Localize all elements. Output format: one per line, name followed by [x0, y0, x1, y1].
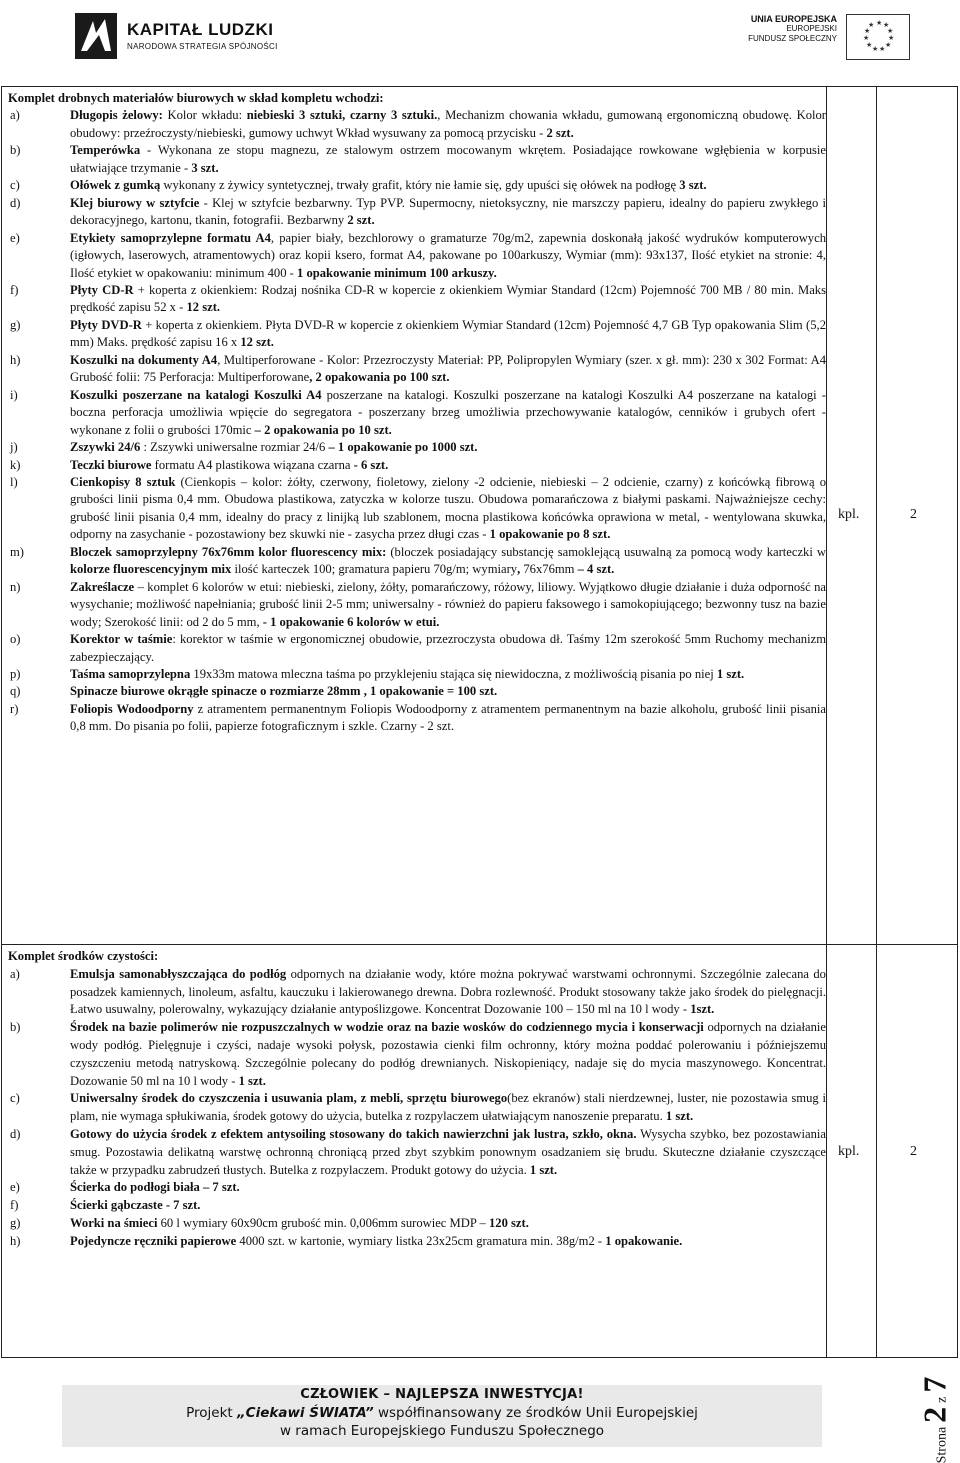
list-item	[8, 1215, 826, 1233]
item-text: Cienkopisy 8 sztuk (Cienkopis – kolor: żółty, czerwony, fioletowy, zielony -2 odcienie, niebieski – 2 odcienie, czarny) z końcówką fibrową o grubości linii pisma 0,4 mm. Obudowa plastikowa, zatyczka w kolorze tuszu. Obudowa pomarańczowa z białymi paskami. Najważniejsze cechy: grubość linii pisania 0,4 mm, idealny do pracy z linijką lub szablonem, mocna plastikowa końcówka oprawiona w metal, - wentylowana skuwka, odporny na zasychanie - pozostawiony bez skuwki nie - zasycha przez długi czas - 1 opakowanie po 8 szt.	[70, 474, 827, 542]
list-item	[8, 683, 826, 700]
item-text: Ścierki gąbczaste - 7 szt.	[70, 1198, 201, 1213]
column-divider	[826, 87, 827, 1357]
page-header	[0, 0, 960, 75]
item-text: Worki na śmieci 60 l wymiary 60x90cm grubość min. 0,006mm surowiec MDP – 120 szt.	[70, 1215, 529, 1230]
footer-project-suffix: współfinansowany ze środków Unii Europejskiej	[373, 1405, 698, 1421]
footer-project-line	[62, 1405, 822, 1421]
list-item	[8, 544, 826, 579]
svg-text:★: ★	[863, 34, 870, 42]
item-label: c)	[10, 1091, 20, 1106]
kapital-ludzki-logo	[75, 8, 290, 63]
section-title: Komplet drobnych materiałów biurowych w skład kompletu wchodzi:	[8, 91, 384, 105]
list-item	[8, 1019, 826, 1090]
item-label: c)	[10, 178, 20, 193]
eu-title: UNIA EUROPEJSKA	[750, 14, 837, 24]
item-label: g)	[10, 317, 21, 332]
item-label: n)	[10, 579, 21, 594]
item-label: g)	[10, 1215, 21, 1230]
item-text: Emulsja samonabłyszczająca do podłóg odpornych na działanie wody, które można pokrywać warstwami ochronnymi. Szczególnie zalecana do posadzek kamiennych, linoleum, asfaltu, kauczuku i lakierowanego drewna. Dobra rozlewność. Produkt stosowany także jako środek do pielęgnacji. Łatwo usuwalny, polerowalny, wykazujący działanie antypoślizgowe. Koncentrat Dozowanie 100 – 150 ml na 10 l wody - 1szt.	[70, 966, 826, 1017]
eu-logo	[742, 14, 942, 64]
eu-flag-icon	[846, 14, 910, 60]
item-label: a)	[10, 966, 20, 981]
item-label: a)	[10, 108, 20, 123]
item-label: j)	[10, 440, 18, 455]
list-item	[8, 1090, 826, 1126]
item-label: b)	[10, 1020, 21, 1035]
item-text: Płyty DVD-R + koperta z okienkiem. Płyta DVD-R w kopercie z okienkiem Wymiar Standard (12cm) Pojemność 4,7 GB Typ opakowania Slim (5,2 mm) Maks. prędkość zapisu 16 x 12 szt.	[70, 317, 826, 350]
list-item	[8, 230, 826, 282]
footer-slogan: CZŁOWIEK – NAJLEPSZA INWESTYCJA!	[300, 1387, 584, 1402]
item-text: Gotowy do użycia środek z efektem antysoiling stosowany do takich nawierzchni jak lustra, szkło, okna. Wysycha szybko, bez pozostawiania smug. Pozostawia delikatną warstwę ochronną chroniącą przed zbyt szybkim ponownym osadzaniem się brudu. Skuteczne działanie czyszczące także w przypadku zabrudzeń tłustych. Butelka z rozpylaczem. Produkt gotowy do użycia. 1 szt.	[70, 1126, 826, 1177]
item-text: Zszywki 24/6 : Zszywki uniwersalne rozmiar 24/6 – 1 opakowanie po 1000 szt.	[70, 440, 478, 455]
list-item	[8, 352, 826, 387]
svg-text:★: ★	[864, 27, 871, 35]
eu-subtitle-1: EUROPEJSKI	[786, 24, 837, 33]
svg-text:★: ★	[872, 45, 879, 53]
svg-text:★: ★	[868, 21, 875, 29]
item-text: Zakreślacze – komplet 6 kolorów w etui: niebieski, zielony, żółty, pomarańczowy, różowy, liliowy. Wyjątkowo długie działanie i duża odporność na wysychanie; możliwość napełniania; grubość linii 2-5 mm; uniwersalny - również do papieru faksowego i samokopiującego; bezwonny tusz na bazie wody; Szerokość linii: od 2 do 5 mm, - 1 opakowanie 6 kolorów w etui.	[70, 579, 826, 629]
section-office-supplies	[8, 90, 826, 736]
list-item	[8, 579, 826, 631]
item-text: Klej biurowy w sztyfcie - Klej w sztyfcie bezbarwny. Typ PVP. Supermocny, nietoksyczny, nie marszczy papieru, idealny do papieru zwykłego i dekoracyjnego, kartonu, tkanin, fotografii. Bezbarwny 2 szt.	[70, 195, 827, 228]
item-text: Bloczek samoprzylepny 76x76mm kolor fluorescency mix: (bloczek posiadający substancję samoklejącą usuwalną za pomocą wody karteczki w kolorze fluorescencyjnym mix ilość karteczek 100; gramatura papieru 70g/m; wymiary, 76x76mm – 4 szt.	[70, 544, 826, 577]
list-item	[8, 666, 826, 683]
quantity-cell: 2	[910, 507, 917, 522]
specification-table	[1, 86, 958, 1358]
footer-project-title: „Ciekawi ŚWIATA”	[236, 1405, 374, 1421]
list-item	[8, 966, 826, 1019]
list-item	[8, 195, 826, 230]
list-item	[8, 439, 826, 456]
column-divider	[876, 87, 877, 1357]
item-text: Taśma samoprzylepna 19x33m matowa mleczna taśma po przyklejeniu stająca się niewidoczna, z możliwością pisania po niej 1 szt.	[70, 666, 745, 681]
page-label: Strona	[934, 1426, 950, 1463]
list-item	[8, 107, 826, 142]
section-title: Komplet środków czystości:	[8, 949, 159, 963]
svg-text:★: ★	[888, 34, 895, 42]
item-text: Koszulki poszerzane na katalogi Koszulki A4 poszerzane na katalogi. Koszulki poszerzane na katalogi Koszulki A4 poszerzane na katalogi - boczna perforacja umożliwia wpięcie do segregatora - poszerzany brzeg umożliwia przechowywanie katalogów, cenników i grubych ofert - wykonane z folii o grubości 170mic – 2 opakowania po 10 szt.	[70, 387, 826, 437]
list-item	[8, 457, 826, 474]
item-label: e)	[10, 230, 20, 245]
item-text: Uniwersalny środek do czyszczenia i usuwania plam, z mebli, sprzętu biurowego(bez ekranów) stali nierdzewnej, luster, nie pozostawia smug i plam, nie wymaga spłukiwania, środek gotowy do użycia, butelka z rozpylaczem ułatwiającym nanoszenie preparatu. 1 szt.	[70, 1091, 826, 1124]
eu-subtitle-2: FUNDUSZ SPOŁECZNY	[748, 34, 837, 43]
list-item	[8, 1197, 826, 1215]
item-label: f)	[10, 282, 19, 297]
item-label: k)	[10, 457, 21, 472]
section-cleaning-supplies	[8, 948, 826, 1251]
svg-text:★: ★	[876, 19, 883, 27]
item-text: Foliopis Wodoodporny z atramentem permanentnym Foliopis Wodoodporny z atramentem permanentnym na bazie alkoholu, grubość linii pisania 0,8 mm. Do pisania po folii, papierze fotograficznym i szkle. Czarny - 2 szt.	[70, 701, 826, 734]
item-text: Ścierka do podłogi biała – 7 szt.	[70, 1180, 240, 1195]
page-number	[915, 1376, 955, 1463]
item-label: b)	[10, 143, 21, 158]
logo-left-title: KAPITAŁ LUDZKI	[127, 20, 274, 39]
item-text: Ołówek z gumką wykonany z żywicy syntetycznej, trwały grafit, który nie łamie się, gdy upuści się ołówek na podłogę 3 szt.	[70, 178, 707, 193]
item-label: h)	[10, 1233, 21, 1248]
svg-text:★: ★	[885, 41, 892, 49]
list-item	[8, 701, 826, 736]
logo-emblem-icon	[75, 13, 117, 59]
item-label: e)	[10, 1180, 20, 1195]
footer-project-prefix: Projekt	[186, 1405, 237, 1421]
list-item	[8, 387, 826, 439]
list-item	[8, 1179, 826, 1197]
unit-cell: kpl.	[838, 1144, 860, 1159]
unit-cell: kpl.	[838, 507, 860, 522]
svg-text:★: ★	[866, 41, 873, 49]
page-total: 7	[916, 1376, 953, 1393]
item-text: Środek na bazie polimerów nie rozpuszczalnych w wodzie oraz na bazie wosków do codziennego mycia i konserwacji odpornych na działanie wody podłóg. Pielęgnuje i czyści, nadaje wysoki połysk, pozostawia cienki film ochronny, który można poddać polerowaniu i późniejszemu czyszczeniu metodą natryskową. Szczególnie polecany do podłóg drewnianych. Niskopieniący, nadaje się do mycia maszynowego. Koncentrat. Dozowanie 50 ml na 10 l wody - 1 szt.	[70, 1020, 826, 1088]
quantity-cell: 2	[910, 1144, 917, 1159]
list-item	[8, 282, 826, 317]
logo-left-subtitle: NARODOWA STRATEGIA SPÓJNOŚCI	[127, 42, 278, 51]
item-label: p)	[10, 666, 21, 681]
item-label: r)	[10, 701, 19, 716]
item-label: o)	[10, 632, 21, 647]
svg-text:★: ★	[879, 45, 886, 53]
item-label: i)	[10, 387, 18, 402]
item-label: d)	[10, 195, 21, 210]
item-label: d)	[10, 1126, 21, 1141]
page-footer	[62, 1385, 822, 1447]
item-label: m)	[10, 544, 24, 559]
list-item	[8, 177, 826, 194]
svg-text:★: ★	[883, 21, 890, 29]
item-text: Spinacze biurowe okrągłe spinacze o rozmiarze 28mm , 1 opakowanie = 100 szt.	[70, 684, 498, 699]
footer-fund-line: w ramach Europejskiego Funduszu Społecznego	[279, 1423, 605, 1439]
list-item	[8, 1126, 826, 1179]
item-text: Pojedyncze ręczniki papierowe 4000 szt. w kartonie, wymiary listka 23x25cm gramatura min. 38g/m2 - 1 opakowanie.	[70, 1233, 683, 1248]
list-item	[8, 317, 826, 352]
list-item	[8, 1233, 826, 1251]
list-item	[8, 474, 826, 544]
item-text: Koszulki na dokumenty A4, Multiperforowane - Kolor: Przezroczysty Materiał: PP, Polipropylen Wymiary (szer. x gł. mm): 230 x 302 Format: A4 Grubość folii: 75 Perforacja: Multiperforowane, 2 opakowania po 100 szt.	[70, 352, 826, 385]
item-text: Etykiety samoprzylepne formatu A4, papier biały, bezchlorowy o gramaturze 70g/m2, zapewnia doskonałą jakość wydruków komputerowych (igłowych, laserowych, atramentowych) oraz kopii ksero, format A4, pakowane po 100arkuszy, Wymiar (mm): 93x137, Ilość etykiet na stronie: 4, Ilość etykiet w opakowaniu: minimum 400 - 1 opakowanie minimum 100 arkuszy.	[70, 230, 826, 280]
row-divider	[2, 944, 957, 945]
item-label: q)	[10, 684, 21, 699]
item-text: Teczki biurowe formatu A4 plastikowa wiązana czarna - 6 szt.	[70, 457, 389, 472]
list-item	[8, 631, 826, 666]
item-text: Długopis żelowy: Kolor wkładu: niebieski 3 sztuki, czarny 3 sztuki., Mechanizm chowania wkładu, gumowaną ergonomiczną obudowę. Kolor obudowy: przeźroczysty/niebieski, gumowy uchwyt Wkład wysuwany za pomocą przycisku - 2 szt.	[70, 108, 826, 140]
item-label: f)	[10, 1198, 19, 1213]
page-current: 2	[916, 1406, 953, 1423]
list-item	[8, 142, 826, 177]
item-label: h)	[10, 352, 21, 367]
item-text: Temperówka - Wykonana ze stopu magnezu, ze stalowym ostrzem mocowanym wkrętem. Posiadające rowkowane wgłębienia w korpusie ułatwiające trzymanie - 3 szt.	[70, 143, 826, 175]
page-separator: z	[934, 1396, 950, 1403]
item-label: l)	[10, 474, 18, 489]
item-text: Korektor w taśmie: korektor w taśmie w ergonomicznej obudowie, przezroczysta obudowa dł. Taśmy 12m szerokość 5mm Ruchomy mechanizm zabezpieczający.	[70, 632, 826, 664]
svg-text:★: ★	[887, 27, 894, 35]
item-text: Płyty CD-R + koperta z okienkiem: Rodzaj nośnika CD-R w kopercie z okienkiem Wymiar Standard (12cm) Pojemność 700 MB / 80 min. Maks prędkość zapisu 52 x - 12 szt.	[70, 282, 826, 315]
